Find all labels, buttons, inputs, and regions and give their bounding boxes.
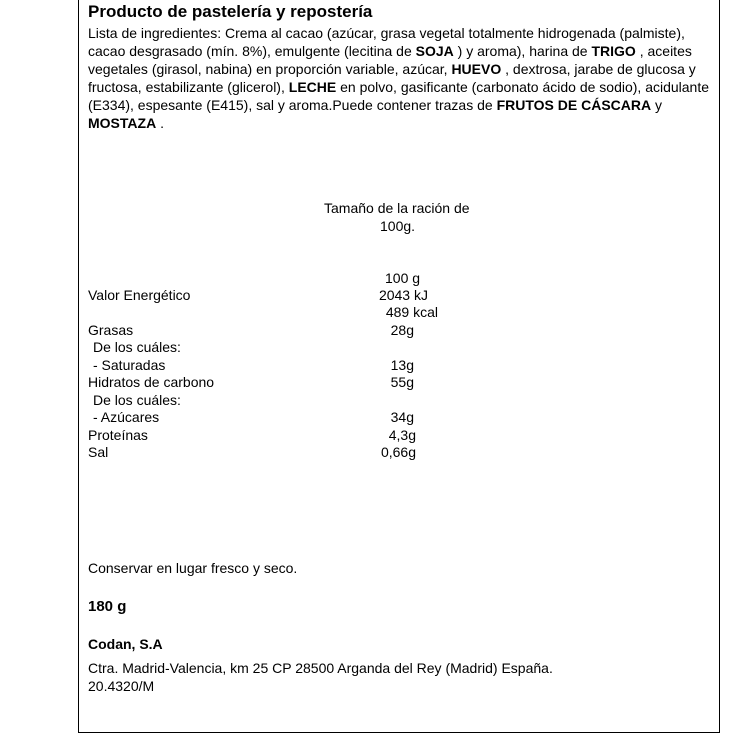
energy-label: Valor Energético xyxy=(88,287,191,303)
storage-instructions: Conservar en lugar fresco y seco. xyxy=(88,560,298,576)
protein-value: 4,3g xyxy=(388,427,416,443)
fat-label: Grasas xyxy=(88,322,134,338)
ingredient-text: y xyxy=(651,97,662,114)
column-header: 100 g xyxy=(385,270,421,286)
allergen-text: LECHE xyxy=(288,79,337,96)
ingredient-text: ) y aroma), harina de xyxy=(453,43,592,60)
product-title: Producto de pastelería y repostería xyxy=(88,2,373,21)
ingredient-text: en polvo, gasificante (carbonato ácido de sodio), acidulante (E334), espesante (E415), sal y aroma.Puede contener trazas de xyxy=(88,79,710,114)
company-name: Codan, S.A xyxy=(88,636,163,652)
ingredient-text: , dextrosa, jarabe de glucosa y fructosa, estabilizante (glicerol), xyxy=(88,61,696,96)
protein-label: Proteínas xyxy=(88,427,148,443)
allergen-text: MOSTAZA xyxy=(88,115,157,132)
allergen-text: FRUTOS DE CÁSCARA xyxy=(496,97,652,114)
ingredient-text: Lista de ingredientes: Crema al cacao (azúcar, grasa vegetal totalmente hidrogenada (palmiste), cacao desgrasado (mín. 8%), emulgente (lecitina de xyxy=(88,25,685,60)
ingredient-text: . xyxy=(156,115,164,132)
net-weight: 180 g xyxy=(88,598,127,615)
company-address: Ctra. Madrid-Valencia, km 25 CP 28500 Arganda del Rey (Madrid) España. xyxy=(88,660,553,676)
serving-size-line2: 100g. xyxy=(380,218,416,234)
saturated-label: - Saturadas xyxy=(93,357,166,373)
carbs-label: Hidratos de carbono xyxy=(88,374,215,390)
salt-value: 0,66g xyxy=(380,444,416,460)
carbs-of-which-label: De los cuáles: xyxy=(93,392,181,408)
serving-size-line1: Tamaño de la ración de xyxy=(324,200,470,216)
allergen-text: TRIGO xyxy=(591,43,636,60)
sugars-label: - Azúcares xyxy=(93,409,160,425)
ingredient-text: , aceites vegetales (girasol, nabina) en proporción variable, azúcar, xyxy=(88,43,692,78)
allergen-text: SOJA xyxy=(415,43,454,60)
fat-of-which-label: De los cuáles: xyxy=(93,339,181,355)
energy-kcal-value: 489 kcal xyxy=(385,304,438,320)
ingredients-list xyxy=(88,24,712,133)
energy-kj-value: 2043 kJ xyxy=(378,287,428,303)
product-code: 20.4320/M xyxy=(88,678,155,694)
fat-value: 28g xyxy=(390,322,414,338)
sugars-value: 34g xyxy=(390,409,414,425)
saturated-value: 13g xyxy=(390,357,414,373)
salt-label: Sal xyxy=(88,444,109,460)
carbs-value: 55g xyxy=(390,374,414,390)
allergen-text: HUEVO xyxy=(451,61,502,78)
